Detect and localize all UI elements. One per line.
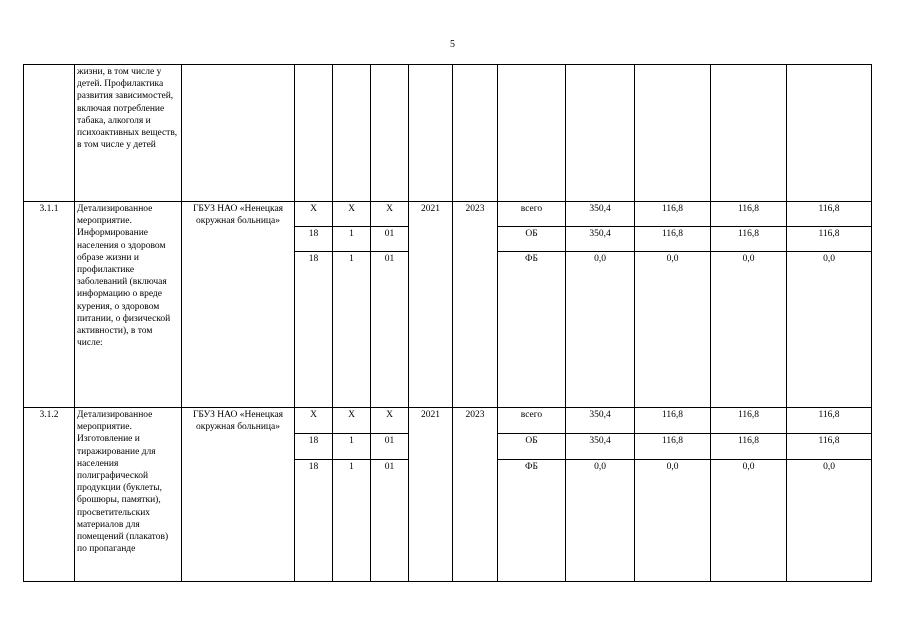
funding-source: ФБ — [498, 460, 566, 582]
start-year: 2021 — [409, 202, 453, 408]
funding-source: ОБ — [498, 227, 566, 252]
code-cell: X — [371, 408, 409, 434]
end-year: 2023 — [453, 408, 498, 582]
code-cell: 1 — [333, 252, 371, 408]
code-cell: 1 — [333, 434, 371, 460]
code-cell: X — [295, 202, 333, 227]
year-amount: 0,0 — [711, 252, 787, 408]
year-amount: 116,8 — [787, 434, 872, 460]
table-row — [24, 65, 872, 202]
year-amount: 0,0 — [787, 460, 872, 582]
year-amount: 116,8 — [635, 202, 711, 227]
year-amount: 116,8 — [787, 227, 872, 252]
code-cell: 01 — [371, 460, 409, 582]
year-amount: 0,0 — [635, 460, 711, 582]
code-cell: 18 — [295, 460, 333, 582]
year-amount: 116,8 — [635, 434, 711, 460]
year-amount: 116,8 — [711, 408, 787, 434]
funding-source: ОБ — [498, 434, 566, 460]
year-amount: 116,8 — [711, 227, 787, 252]
page-number: 5 — [450, 39, 455, 50]
activity-name: Детализированное мероприятие. Изготовление и тиражирование для населения полиграфической продукции (буклеты, брошюры, памятки), просветительских материалов для помещений (плакатов) по пропаганде — [75, 408, 182, 582]
executor: ГБУЗ НАО «Ненецкая окружная больница» — [182, 202, 295, 408]
activity-name: Детализированное мероприятие. Информирование населения о здоровом образе жизни и профилактике заболеваний (включая информацию о вреде курения, о здоровом питании, о физической активности), в том числе: — [75, 202, 182, 408]
code-cell: 01 — [371, 252, 409, 408]
code-cell: 18 — [295, 434, 333, 460]
total-amount: 350,4 — [566, 434, 635, 460]
code-cell: 01 — [371, 434, 409, 460]
code-cell: X — [333, 202, 371, 227]
funding-source: всего — [498, 408, 566, 434]
table-row — [24, 202, 872, 227]
year-amount: 116,8 — [711, 434, 787, 460]
program-table — [23, 64, 872, 582]
code-cell: X — [295, 408, 333, 434]
row-number: 3.1.1 — [24, 202, 75, 408]
executor: ГБУЗ НАО «Ненецкая окружная больница» — [182, 408, 295, 582]
year-amount: 0,0 — [711, 460, 787, 582]
continuation-name-cell: жизни, в том числе у детей. Профилактика развития зависимостей, включая потребление табака, алкоголя и психоактивных веществ, в том числе у детей — [75, 65, 182, 202]
year-amount: 116,8 — [635, 227, 711, 252]
row-number: 3.1.2 — [24, 408, 75, 582]
code-cell: 1 — [333, 227, 371, 252]
year-amount: 116,8 — [787, 408, 872, 434]
funding-source: всего — [498, 202, 566, 227]
year-amount: 116,8 — [787, 202, 872, 227]
end-year: 2023 — [453, 202, 498, 408]
start-year: 2021 — [409, 408, 453, 582]
total-amount: 350,4 — [566, 408, 635, 434]
total-amount: 0,0 — [566, 460, 635, 582]
number-cell — [24, 65, 75, 202]
executor-cell — [182, 65, 295, 202]
code-cell: 01 — [371, 227, 409, 252]
funding-source: ФБ — [498, 252, 566, 408]
year-amount: 0,0 — [787, 252, 872, 408]
year-amount: 116,8 — [711, 202, 787, 227]
code-cell: 1 — [333, 460, 371, 582]
code-cell: 18 — [295, 252, 333, 408]
year-amount: 116,8 — [635, 408, 711, 434]
table-row — [24, 408, 872, 434]
code-cell: X — [333, 408, 371, 434]
code-cell: 18 — [295, 227, 333, 252]
total-amount: 350,4 — [566, 227, 635, 252]
code-cell: X — [371, 202, 409, 227]
total-amount: 350,4 — [566, 202, 635, 227]
year-amount: 0,0 — [635, 252, 711, 408]
total-amount: 0,0 — [566, 252, 635, 408]
